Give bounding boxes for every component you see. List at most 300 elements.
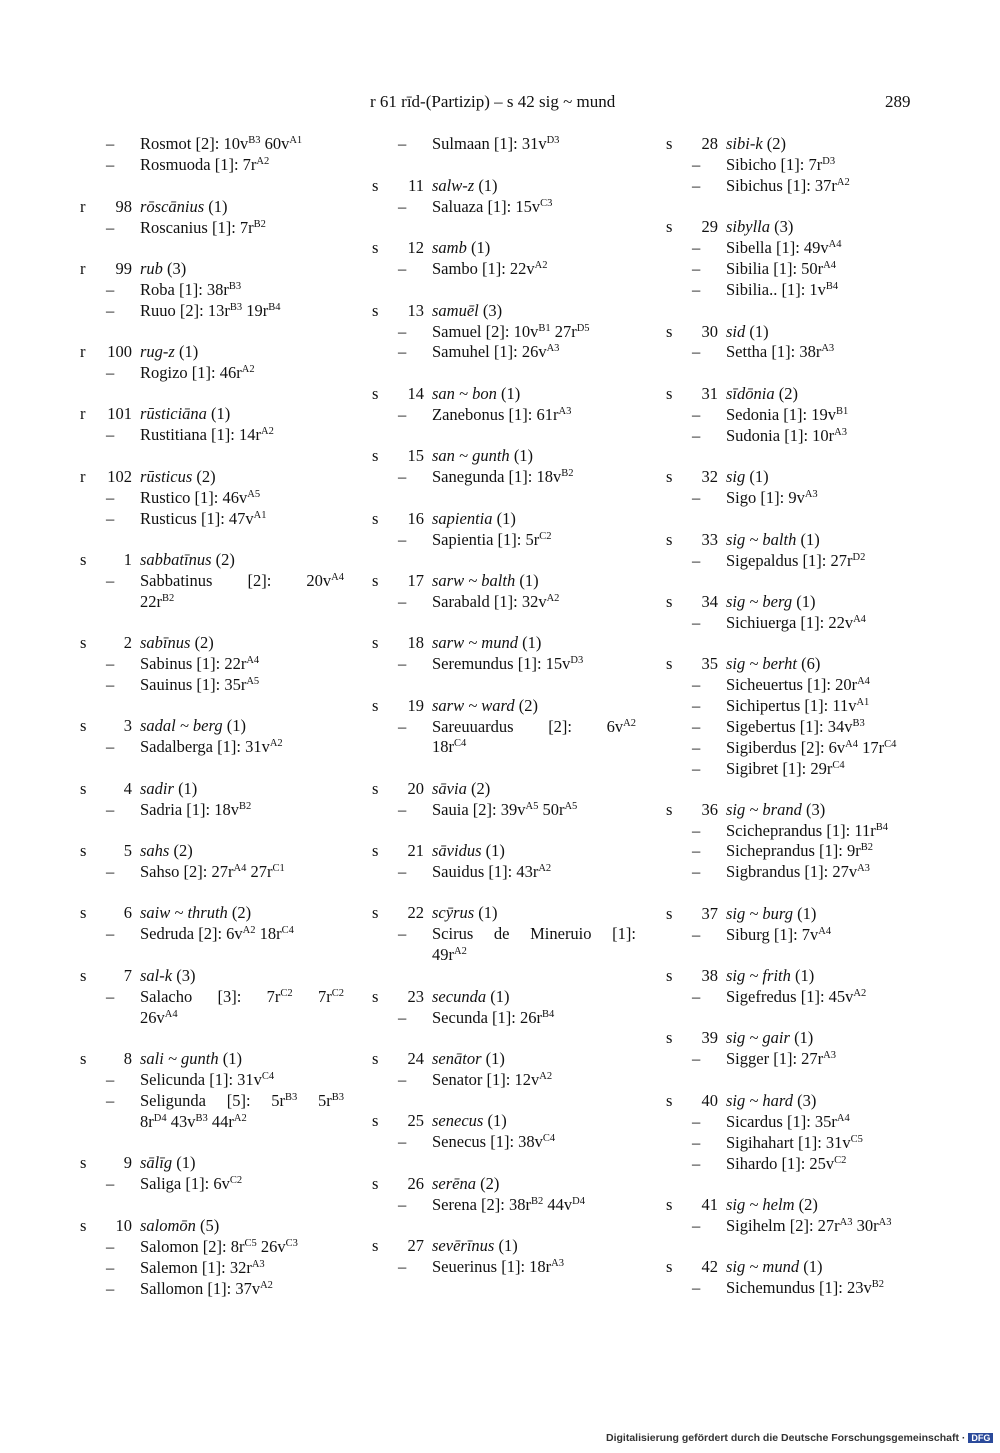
dash-marker: – [692, 1216, 701, 1235]
dash-marker: – [106, 1174, 115, 1193]
attestation-line [72, 654, 344, 675]
lemma-heading [72, 903, 344, 924]
lemma-heading [364, 176, 636, 197]
dash-marker: – [106, 924, 115, 943]
attestation-line [364, 1008, 636, 1029]
lemma-number: 16 [407, 509, 424, 528]
attestation-line [658, 1049, 930, 1070]
lemma-number: 34 [701, 592, 718, 611]
lemma-name: sapientia (1) [432, 509, 516, 528]
lemma-number: 6 [123, 903, 132, 922]
attestation-text: Sanegunda [1]: $18v^{B2}$ [432, 467, 574, 486]
lemma-heading [72, 404, 344, 425]
dash-marker: – [398, 717, 407, 736]
lemma-number: 2 [123, 633, 132, 652]
attestation-text: Sibilia.. [1]: $1v^{B4}$ [726, 280, 839, 299]
lemma-name: sig ~ balth (1) [726, 530, 820, 549]
attestation-text: Sedruda [2]: $6v^{A2}$ $18r^{C4}$ [140, 924, 294, 943]
attestation-line [364, 654, 636, 675]
attestation-text: Sigger [1]: $27r^{A3}$ [726, 1049, 837, 1068]
dash-marker: – [398, 1257, 407, 1276]
attestation-line [364, 322, 636, 343]
lemma-name: sarw ~ ward (2) [432, 696, 538, 715]
attestation-text: Sauinus [1]: $35r^{A5}$ [140, 675, 260, 694]
lemma-heading [658, 654, 930, 675]
attestation-text: Sigibret [1]: $29r^{C4}$ [726, 759, 845, 778]
continuation-line [72, 592, 344, 613]
attestation-line [72, 155, 344, 176]
attestation-text: Sadalberga [1]: $31v^{A2}$ [140, 737, 283, 756]
dash-marker: – [106, 1279, 115, 1298]
attestation-text: Rosmot [2]: $10v^{B3}$ $60v^{A1}$ [140, 134, 303, 153]
dash-marker: – [692, 1112, 701, 1131]
dash-marker: – [106, 218, 115, 237]
lemma-name: sig ~ hard (3) [726, 1091, 817, 1110]
attestation-text: Senator [1]: $12v^{A2}$ [432, 1070, 553, 1089]
lemma-heading [72, 779, 344, 800]
lemma-heading [658, 1091, 930, 1112]
lemma-name: samb (1) [432, 238, 491, 257]
attestation-text: Samuel [2]: $10v^{B1}$ $27r^{D5}$ [432, 322, 590, 341]
lemma-heading [364, 1049, 636, 1070]
attestation-line [364, 530, 636, 551]
continuation-line [364, 945, 636, 966]
dash-marker: – [398, 1008, 407, 1027]
attestation-text: Sapientia [1]: $5r^{C2}$ [432, 530, 552, 549]
dash-marker: – [692, 841, 701, 860]
attestation-text: Sigebertus [1]: $34v^{B3}$ [726, 717, 865, 736]
dash-marker: – [106, 509, 115, 528]
attestation-line [364, 197, 636, 218]
attestation-text: Sarabald [1]: $32v^{A2}$ [432, 592, 560, 611]
lemma-name: san ~ bon (1) [432, 384, 521, 403]
attestation-text: Sibichus [1]: $37r^{A2}$ [726, 176, 850, 195]
lemma-heading [658, 1257, 930, 1278]
lemma-number: 40 [701, 1091, 718, 1110]
lemma-number: 25 [407, 1111, 424, 1130]
lemma-name: sāvia (2) [432, 779, 491, 798]
lemma-name: sig ~ gair (1) [726, 1028, 814, 1047]
attestation-text: Sauidus [1]: $43r^{A2}$ [432, 862, 552, 881]
lemma-heading [72, 550, 344, 571]
section-letter: s [372, 633, 379, 652]
lemma-number: 36 [701, 800, 718, 819]
attestation-line [72, 737, 344, 758]
dash-marker: – [398, 800, 407, 819]
lemma-name: san ~ gunth (1) [432, 446, 534, 465]
lemma-name: sig (1) [726, 467, 769, 486]
dash-marker: – [692, 925, 701, 944]
dash-marker: – [692, 1154, 701, 1173]
lemma-name: senātor (1) [432, 1049, 505, 1068]
lemma-name: sig ~ helm (2) [726, 1195, 818, 1214]
attestation-line [364, 134, 636, 155]
section-letter: s [80, 716, 87, 735]
attestation-text: Sigbrandus [1]: $27v^{A3}$ [726, 862, 870, 881]
attestation-text: $8r^{D4}$ $43v^{B3}$ $44r^{A2}$ [140, 1112, 247, 1131]
attestation-line [72, 1091, 344, 1112]
section-letter: s [80, 779, 87, 798]
lemma-heading [364, 841, 636, 862]
section-letter: s [666, 467, 673, 486]
dash-marker: – [398, 322, 407, 341]
dash-marker: – [106, 675, 115, 694]
lemma-number: 98 [115, 197, 132, 216]
lemma-heading [658, 1028, 930, 1049]
attestation-text: Rosmuoda [1]: $7r^{A2}$ [140, 155, 270, 174]
attestation-line [658, 342, 930, 363]
lemma-name: sālīg (1) [140, 1153, 196, 1172]
section-letter: s [372, 509, 379, 528]
dash-marker: – [692, 675, 701, 694]
attestation-line [364, 717, 636, 738]
lemma-number: 14 [407, 384, 424, 403]
attestation-text: Salemon [1]: $32r^{A3}$ [140, 1258, 265, 1277]
dash-marker: – [398, 862, 407, 881]
section-letter: s [372, 696, 379, 715]
lemma-name: sibylla (3) [726, 217, 794, 236]
dash-marker: – [692, 1049, 701, 1068]
lemma-name: sibi-k (2) [726, 134, 787, 153]
attestation-text: Sichemundus [1]: $23v^{B2}$ [726, 1278, 885, 1297]
dash-marker: – [692, 176, 701, 195]
attestation-text: Roba [1]: $38r^{B3}$ [140, 280, 242, 299]
dash-marker: – [692, 862, 701, 881]
attestation-line [364, 800, 636, 821]
lemma-name: sali ~ gunth (1) [140, 1049, 242, 1068]
section-letter: s [372, 841, 379, 860]
dash-marker: – [692, 259, 701, 278]
attestation-text: Salomon [2]: $8r^{C5}$ $26v^{C3}$ [140, 1237, 298, 1256]
section-letter: s [666, 654, 673, 673]
attestation-text: Seremundus [1]: $15v^{D3}$ [432, 654, 584, 673]
attestation-text: Secunda [1]: $26r^{B4}$ [432, 1008, 555, 1027]
lemma-number: 11 [408, 176, 424, 195]
attestation-text: Sicheprandus [1]: $9r^{B2}$ [726, 841, 873, 860]
lemma-heading [72, 1049, 344, 1070]
lemma-number: 5 [123, 841, 132, 860]
lemma-heading [658, 1195, 930, 1216]
lemma-heading [364, 571, 636, 592]
lemma-number: 39 [701, 1028, 718, 1047]
attestation-text: Sigo [1]: $9v^{A3}$ [726, 488, 818, 507]
dash-marker: – [692, 488, 701, 507]
lemma-name: sīdōnia (2) [726, 384, 798, 403]
lemma-name: sid (1) [726, 322, 769, 341]
attestation-line [72, 987, 344, 1008]
dash-marker: – [398, 924, 407, 943]
dash-marker: – [692, 613, 701, 632]
lemma-number: 15 [407, 446, 424, 465]
dash-marker: – [398, 592, 407, 611]
section-letter: s [666, 1028, 673, 1047]
lemma-number: 12 [407, 238, 424, 257]
section-letter: s [372, 1236, 379, 1255]
lemma-number: 31 [701, 384, 718, 403]
lemma-name: sahs (2) [140, 841, 193, 860]
lemma-name: salomōn (5) [140, 1216, 220, 1235]
lemma-number: 13 [407, 301, 424, 320]
attestation-text: Rogizo [1]: $46r^{A2}$ [140, 363, 255, 382]
lemma-number: 8 [123, 1049, 132, 1068]
dash-marker: – [692, 821, 701, 840]
dash-marker: – [398, 1132, 407, 1151]
section-letter: s [80, 1216, 87, 1235]
attestation-text: Sigihelm [2]: $27r^{A3}$ $30r^{A3}$ [726, 1216, 892, 1235]
lemma-heading [364, 903, 636, 924]
lemma-heading [72, 1153, 344, 1174]
attestation-line [364, 1257, 636, 1278]
attestation-line [658, 738, 930, 759]
attestation-text: Ruuo [2]: $13r^{B3}$ $19r^{B4}$ [140, 301, 281, 320]
attestation-text: Sigihahart [1]: $31v^{C5}$ [726, 1133, 863, 1152]
section-letter: s [80, 550, 87, 569]
attestation-line [364, 1195, 636, 1216]
lemma-name: sarw ~ balth (1) [432, 571, 539, 590]
lemma-heading [72, 197, 344, 218]
dash-marker: – [106, 737, 115, 756]
section-letter: s [80, 966, 87, 985]
attestation-line [658, 488, 930, 509]
attestation-line [364, 467, 636, 488]
attestation-text: Saluaza [1]: $15v^{C3}$ [432, 197, 553, 216]
lemma-name: sal-k (3) [140, 966, 196, 985]
lemma-heading [364, 779, 636, 800]
footer-text: Digitalisierung gefördert durch die Deutsche Forschungsgemeinschaft · [606, 1432, 966, 1444]
attestation-text: Sibilia [1]: $50r^{A4}$ [726, 259, 837, 278]
dash-marker: – [398, 654, 407, 673]
lemma-number: 23 [407, 987, 424, 1006]
lemma-name: rug-z (1) [140, 342, 199, 361]
attestation-line [72, 488, 344, 509]
attestation-line [658, 987, 930, 1008]
lemma-number: 4 [123, 779, 132, 798]
attestation-line [72, 571, 344, 592]
attestation-text: Seuerinus [1]: $18r^{A3}$ [432, 1257, 564, 1276]
lemma-name: rub (3) [140, 259, 187, 278]
attestation-line [72, 134, 344, 155]
lemma-name: rōscānius (1) [140, 197, 228, 216]
continuation-line [72, 1008, 344, 1029]
section-letter: s [372, 903, 379, 922]
dash-marker: – [106, 1237, 115, 1256]
attestation-line [658, 613, 930, 634]
attestation-text: Samuhel [1]: $26v^{A3}$ [432, 342, 560, 361]
attestation-text: Sadria [1]: $18v^{B2}$ [140, 800, 252, 819]
attestation-line [658, 238, 930, 259]
attestation-line [72, 924, 344, 945]
section-letter: s [372, 571, 379, 590]
lemma-number: 28 [701, 134, 718, 153]
running-title: r 61 rīd-(Partizip) – s 42 sig ~ mund [370, 92, 616, 111]
section-letter: s [666, 1257, 673, 1276]
lemma-number: 30 [701, 322, 718, 341]
attestation-text: Sicheuertus [1]: $20r^{A4}$ [726, 675, 870, 694]
section-letter: s [666, 217, 673, 236]
attestation-line [72, 1258, 344, 1279]
attestation-text: Salacho [3]: $7r^{C2}$ $7r^{C2}$ [140, 987, 344, 1006]
attestation-text: Sabinus [1]: $22r^{A4}$ [140, 654, 260, 673]
attestation-line [364, 1070, 636, 1091]
dash-marker: – [106, 800, 115, 819]
dash-marker: – [692, 342, 701, 361]
lemma-number: 19 [407, 696, 424, 715]
section-letter: s [666, 384, 673, 403]
attestation-line [658, 759, 930, 780]
dash-marker: – [398, 197, 407, 216]
page-number: 289 [885, 92, 911, 111]
attestation-line [72, 800, 344, 821]
attestation-line [658, 821, 930, 842]
lemma-number: 10 [115, 1216, 132, 1235]
attestation-text: Siburg [1]: $7v^{A4}$ [726, 925, 832, 944]
attestation-text: Sudonia [1]: $10r^{A3}$ [726, 426, 848, 445]
lemma-number: 7 [123, 966, 132, 985]
continuation-line [72, 1112, 344, 1133]
attestation-text: Serena [2]: $38r^{B2}$ $44v^{D4}$ [432, 1195, 585, 1214]
lemma-heading [658, 217, 930, 238]
lemma-name: scȳrus (1) [432, 903, 498, 922]
dash-marker: – [692, 759, 701, 778]
attestation-line [364, 1132, 636, 1153]
lemma-number: 3 [123, 716, 132, 735]
section-letter: s [666, 1195, 673, 1214]
section-letter: s [372, 1111, 379, 1130]
attestation-line [72, 1237, 344, 1258]
section-letter: s [666, 966, 673, 985]
dash-marker: – [692, 551, 701, 570]
lemma-heading [658, 384, 930, 405]
attestation-line [364, 259, 636, 280]
lemma-name: sarw ~ mund (1) [432, 633, 542, 652]
section-letter: s [666, 904, 673, 923]
attestation-text: Sambo [1]: $22v^{A2}$ [432, 259, 548, 278]
lemma-number: 21 [407, 841, 424, 860]
lemma-number: 18 [407, 633, 424, 652]
lemma-number: 101 [107, 404, 132, 423]
lemma-name: sabbatīnus (2) [140, 550, 235, 569]
dash-marker: – [106, 1258, 115, 1277]
attestation-text: Sedonia [1]: $19v^{B1}$ [726, 405, 849, 424]
attestation-text: Selicunda [1]: $31v^{C4}$ [140, 1070, 275, 1089]
attestation-text: Rusticus [1]: $47v^{A1}$ [140, 509, 267, 528]
lemma-name: saiw ~ thruth (2) [140, 903, 252, 922]
attestation-line [658, 696, 930, 717]
dash-marker: – [106, 155, 115, 174]
dash-marker: – [398, 134, 407, 153]
lemma-number: 33 [701, 530, 718, 549]
dash-marker: – [398, 530, 407, 549]
lemma-heading [364, 509, 636, 530]
dash-marker: – [106, 1091, 115, 1110]
lemma-number: 9 [123, 1153, 132, 1172]
section-letter: s [372, 987, 379, 1006]
dash-marker: – [692, 280, 701, 299]
lemma-heading [72, 633, 344, 654]
attestation-line [364, 592, 636, 613]
attestation-line [658, 176, 930, 197]
attestation-text: Sihardo [1]: $25v^{C2}$ [726, 1154, 847, 1173]
lemma-heading [364, 1236, 636, 1257]
section-letter: r [80, 197, 86, 216]
lemma-heading [364, 384, 636, 405]
attestation-line [72, 509, 344, 530]
attestation-line [72, 218, 344, 239]
section-letter: s [372, 446, 379, 465]
attestation-line [364, 924, 636, 945]
lemma-name: samuēl (3) [432, 301, 503, 320]
lemma-number: 32 [701, 467, 718, 486]
dash-marker: – [692, 1278, 701, 1297]
lemma-heading [72, 841, 344, 862]
lemma-name: sig ~ berg (1) [726, 592, 816, 611]
attestation-line [658, 405, 930, 426]
section-letter: s [372, 301, 379, 320]
lemma-name: sāvidus (1) [432, 841, 505, 860]
lemma-heading [658, 966, 930, 987]
dash-marker: – [106, 363, 115, 382]
attestation-line [658, 862, 930, 883]
attestation-text: $22r^{B2}$ [140, 592, 175, 611]
attestation-text: Seligunda [5]: $5r^{B3}$ $5r^{B3}$ [140, 1091, 344, 1110]
attestation-text: Sigiberdus [2]: $6v^{A4}$ $17r^{C4}$ [726, 738, 897, 757]
attestation-line [658, 280, 930, 301]
attestation-line [72, 862, 344, 883]
lemma-heading [364, 446, 636, 467]
dash-marker: – [692, 987, 701, 1006]
attestation-text: Sulmaan [1]: $31v^{D3}$ [432, 134, 560, 153]
lemma-heading [658, 904, 930, 925]
section-letter: s [666, 530, 673, 549]
attestation-line [658, 1154, 930, 1175]
lemma-name: sig ~ frith (1) [726, 966, 815, 985]
section-letter: s [666, 800, 673, 819]
continuation-line [364, 737, 636, 758]
dash-marker: – [106, 862, 115, 881]
attestation-line [364, 405, 636, 426]
section-letter: s [372, 779, 379, 798]
attestation-text: Scirus de Mineruio [1]: [432, 924, 636, 943]
dash-marker: – [398, 1070, 407, 1089]
lemma-name: sig ~ berht (6) [726, 654, 821, 673]
dash-marker: – [398, 342, 407, 361]
dash-marker: – [398, 405, 407, 424]
lemma-number: 20 [407, 779, 424, 798]
section-letter: r [80, 259, 86, 278]
lemma-heading [364, 633, 636, 654]
lemma-heading [72, 342, 344, 363]
attestation-text: Sicardus [1]: $35r^{A4}$ [726, 1112, 850, 1131]
dash-marker: – [692, 738, 701, 757]
attestation-line [658, 841, 930, 862]
section-letter: s [372, 1049, 379, 1068]
dash-marker: – [692, 1133, 701, 1152]
lemma-heading [72, 716, 344, 737]
section-letter: s [666, 1091, 673, 1110]
attestation-line [658, 426, 930, 447]
lemma-number: 22 [407, 903, 424, 922]
lemma-number: 102 [107, 467, 132, 486]
lemma-heading [658, 467, 930, 488]
lemma-name: rūsticus (2) [140, 467, 216, 486]
lemma-name: sabīnus (2) [140, 633, 214, 652]
dash-marker: – [692, 696, 701, 715]
attestation-text: Rustico [1]: $46v^{A5}$ [140, 488, 261, 507]
attestation-text: Sichipertus [1]: $11v^{A1}$ [726, 696, 870, 715]
section-letter: s [372, 1174, 379, 1193]
attestation-line [658, 1278, 930, 1299]
attestation-line [658, 1216, 930, 1237]
